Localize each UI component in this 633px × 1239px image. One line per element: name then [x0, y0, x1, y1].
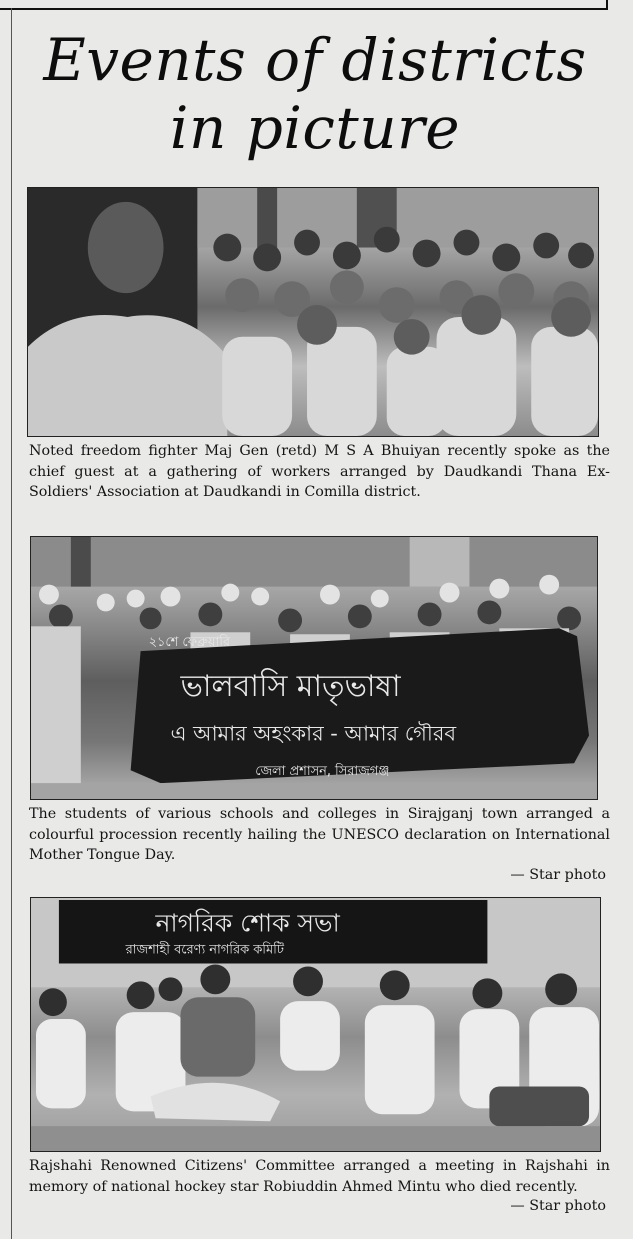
- caption-story-2: The students of various schools and colleges in Sirajganj town arranged a colourful procession recently hailing the UNESCO declaration on International Mother Tongue Day.: [29, 806, 610, 863]
- photo-1-illustration: [28, 188, 598, 436]
- banner-2-line-1: ভালবাসি মাতৃভাষা: [180, 668, 401, 704]
- left-column-rule: [11, 8, 12, 1239]
- banner-3-line-1: নাগরিক শোক সভা: [155, 908, 340, 938]
- photo-meeting-rajshahi: [30, 897, 601, 1152]
- photo-3-illustration: [31, 898, 600, 1151]
- banner-2-line-3: জেলা প্রশাসন, সিরাজগঞ্জ: [255, 764, 390, 780]
- top-frame-rule: [0, 0, 608, 10]
- headline-line-2: in picture: [169, 94, 461, 162]
- caption-story-1: Noted freedom fighter Maj Gen (retd) M S A Bhuiyan recently spoke as the chief guest at a gathering of workers arranged by Daudkandi Thana Ex- Soldiers' Association at Daudkandi in Comilla district.: [29, 443, 610, 500]
- banner-2-line-2: এ আমার অহংকার - আমার গৌরব: [170, 721, 457, 746]
- caption-story-3: Rajshahi Renowned Citizens' Committee arranged a meeting in Rajshahi in memory of national hockey star Robiuddin Ahmed Mintu who died recently.: [29, 1158, 610, 1195]
- photo-credit-story-3: — Star photo: [510, 1198, 606, 1214]
- photo-gathering-daudkandi: [27, 187, 599, 437]
- photo-procession-sirajganj: [30, 536, 598, 800]
- headline: [20, 26, 610, 162]
- photo-credit-story-2: — Star photo: [510, 867, 606, 883]
- banner-2-date: ২১শে ফেব্রুয়ারি: [148, 635, 231, 651]
- headline-line-1: Events of districts: [43, 26, 587, 94]
- banner-3-line-2: রাজশাহী বরেণ্য নাগরিক কমিটি: [125, 942, 284, 958]
- photo-2-illustration: [31, 537, 597, 799]
